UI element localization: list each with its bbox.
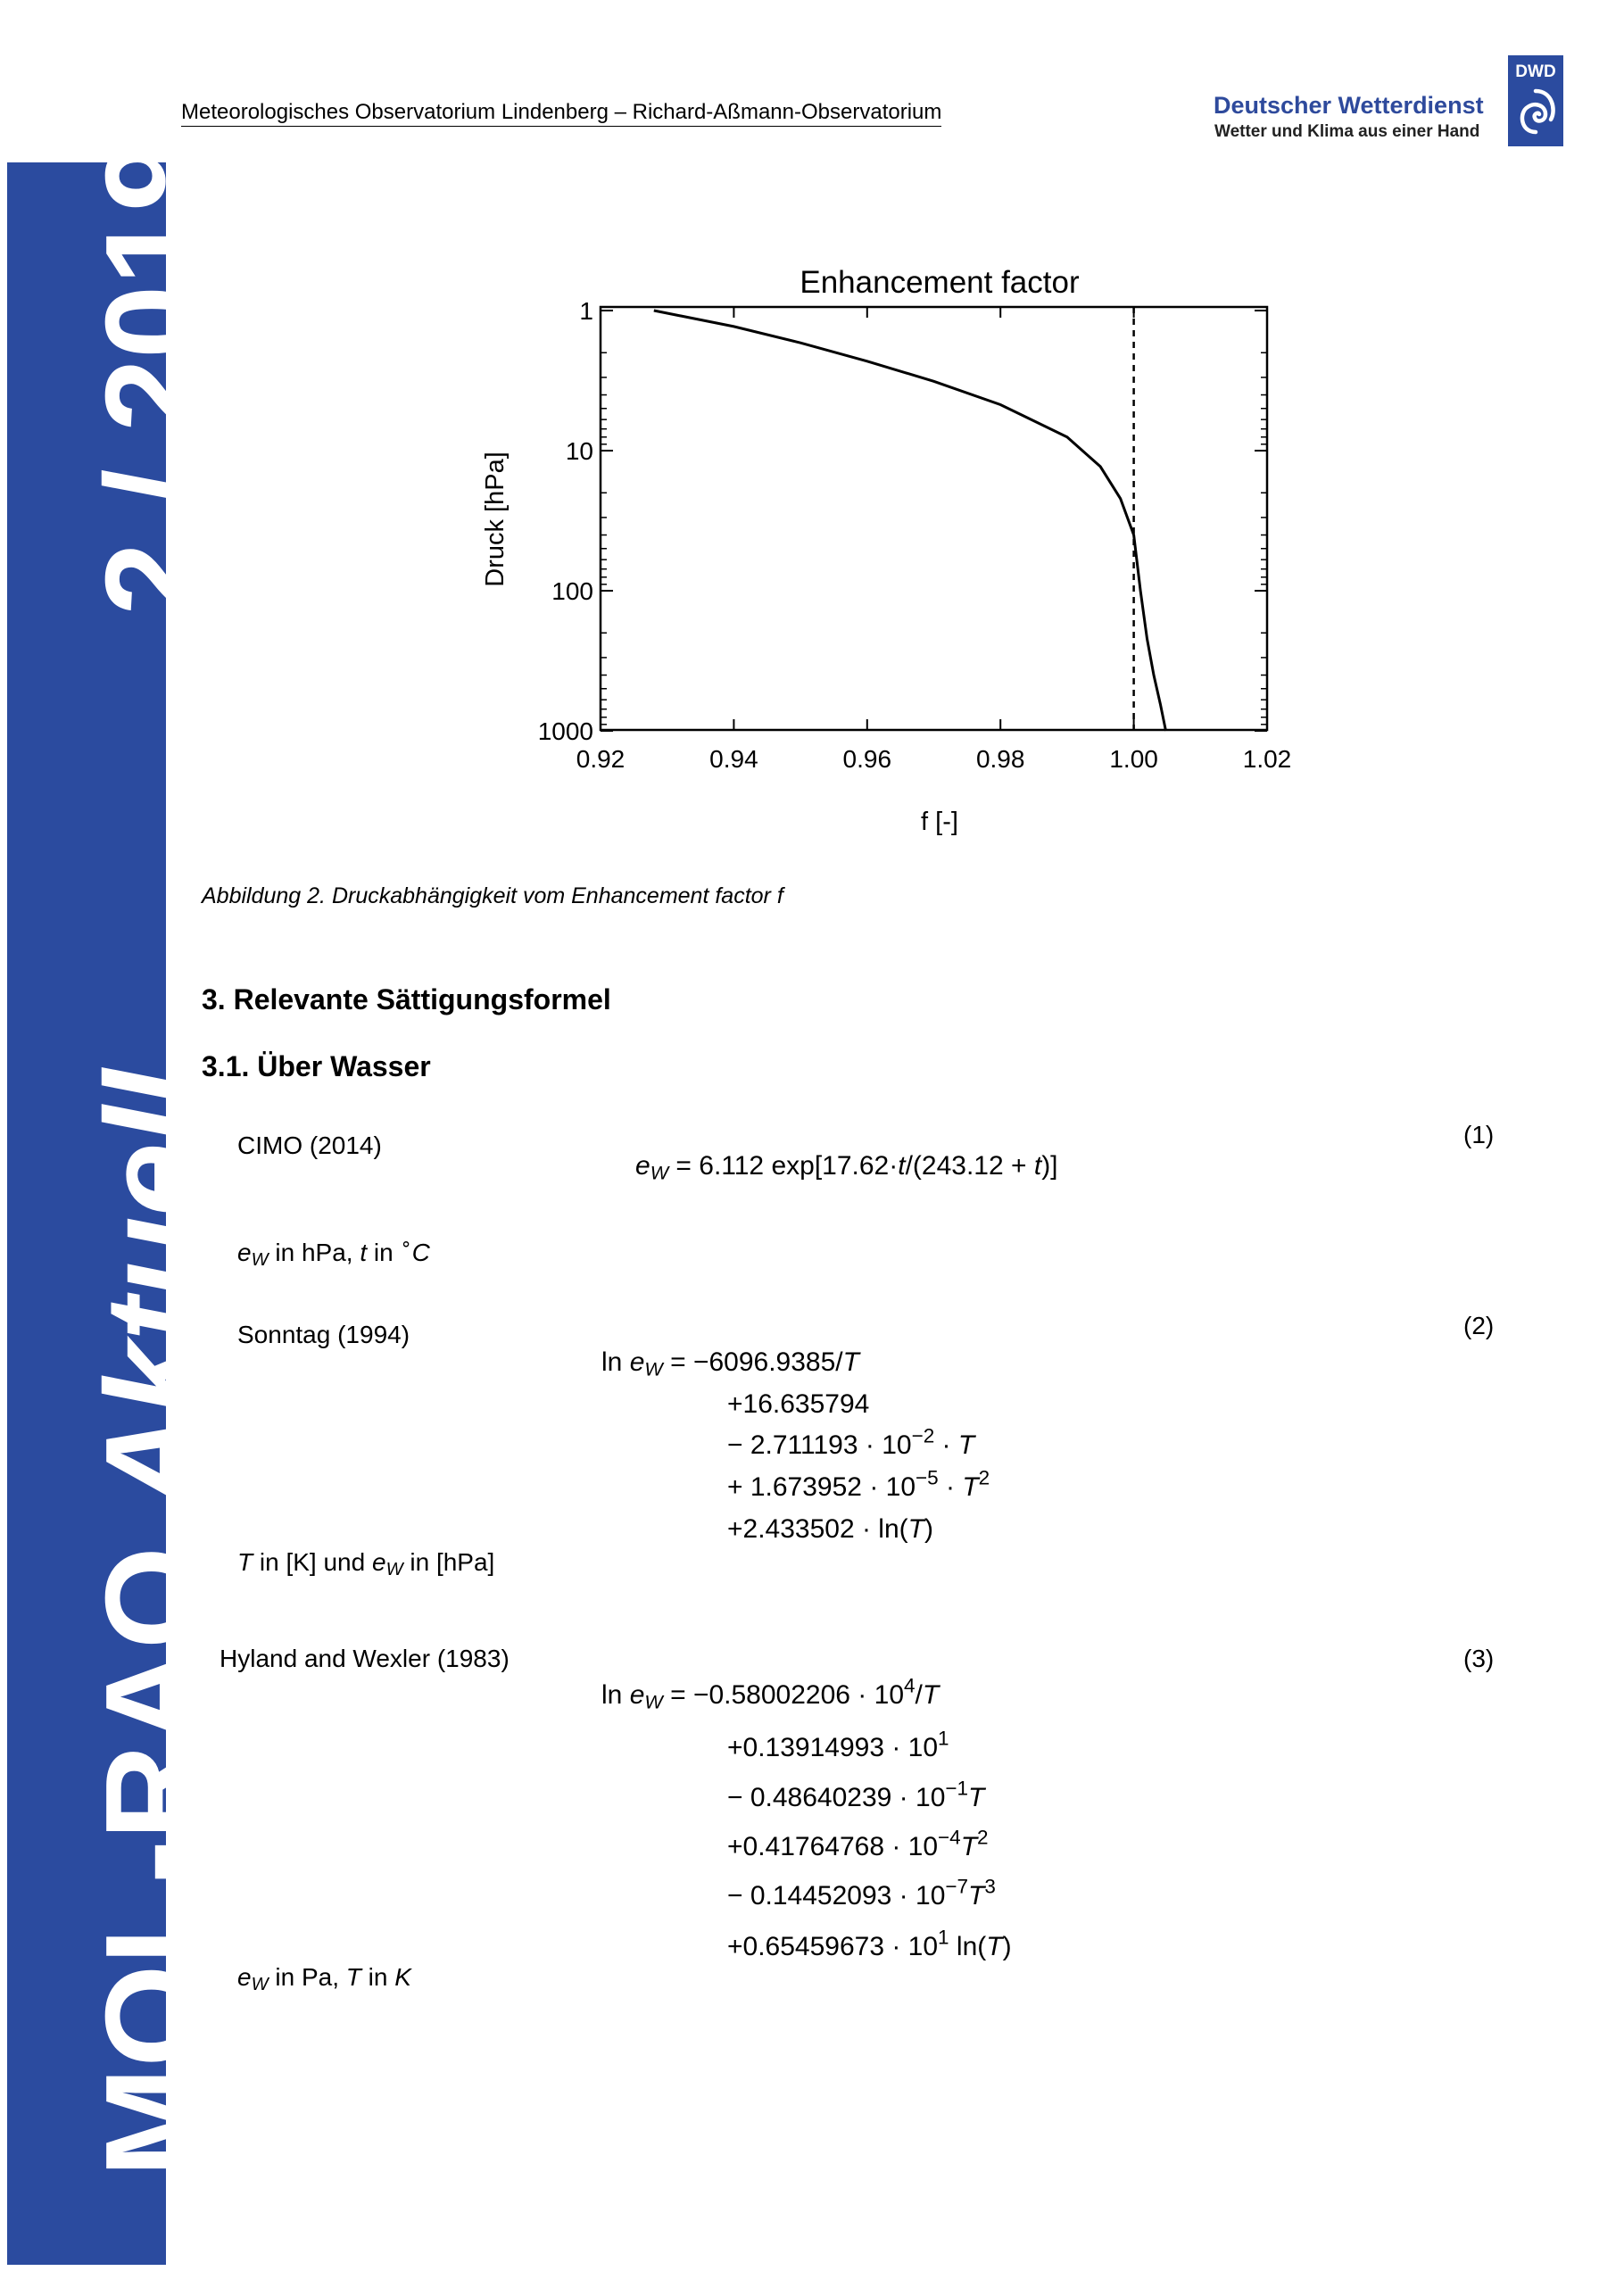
y-tick-label: 10 — [565, 437, 593, 465]
sidebar-title: MOL-RAO Aktuell — [79, 1069, 226, 2177]
x-tick-label: 1.02 — [1242, 745, 1292, 773]
formula-3-line-6: $+0.65459673 \cdot 10^1$ ln(T) — [727, 1926, 1012, 1961]
section-heading-3-1: 3.1. Über Wasser — [202, 1050, 431, 1082]
x-tick-label: 0.98 — [975, 745, 1025, 773]
formula-3-source: Hyland and Wexler (1983) — [220, 1645, 510, 1672]
sidebar-issue: 2 / 2019 — [79, 138, 226, 616]
dwd-tagline: Wetter und Klima aus einer Hand — [1214, 122, 1480, 141]
x-axis — [576, 307, 1292, 773]
formula-2-line-2: +16.635794 — [727, 1389, 870, 1419]
formula-2-source: Sonntag (1994) — [237, 1321, 410, 1348]
formula-3-line-3: − $0.48640239 \cdot 10^{-1}T$ — [727, 1777, 985, 1812]
chart-title: Enhancement factor — [800, 265, 1080, 300]
y-tick-label: 1 — [579, 297, 593, 325]
header-observatory: Meteorologisches Observatorium Lindenberg – Richard-Aßmann-Observatorium — [181, 100, 941, 127]
x-axis-label: f [-] — [921, 808, 958, 836]
formula-1-source: CIMO (2014) — [237, 1131, 382, 1159]
x-tick-label: 0.92 — [576, 745, 626, 773]
formula-2-units: T in [K] und $e_W$ in [hPa] — [237, 1548, 495, 1580]
x-tick-label: 0.94 — [709, 745, 758, 773]
formula-2-line-1: $\ln e_W = -6096.9385/T$ — [601, 1347, 859, 1380]
formula-3-line-5: − $0.14452093 \cdot 10^{-7}T^3$ — [727, 1875, 996, 1911]
formula-2-number: (2) — [1463, 1312, 1495, 1339]
series-line — [654, 311, 1166, 731]
formula-3-line-1: $\ln e_W = -0.58002206 \cdot 10^4/T$ — [601, 1674, 940, 1713]
formula-3-units: $e_W$ in Pa, T in K — [237, 1963, 411, 1995]
section-heading-3: 3. Relevante Sättigungsformel — [202, 983, 611, 1015]
formula-1-equation: $e_W = 6.112$ exp[17.62·t/(243.12 + t)] — [635, 1151, 1058, 1184]
dwd-logo-icon — [1508, 55, 1563, 146]
formula-3-line-2: $+0.13914993 \cdot 10^1$ — [727, 1727, 949, 1762]
formula-3-line-4: $+0.41764768 \cdot 10^{-4}T^2$ — [727, 1826, 989, 1861]
formula-1-number: (1) — [1463, 1121, 1495, 1148]
plot-frame — [601, 307, 1267, 730]
formula-2-line-4: + $1.673952 \cdot 10^{-5} \cdot T^2$ — [727, 1466, 990, 1502]
x-tick-label: 0.96 — [842, 745, 892, 773]
dwd-logo-text: DWD — [1515, 62, 1556, 81]
formula-2-line-3: − $2.711193 \cdot 10^{-2} \cdot T$ — [727, 1424, 975, 1460]
dwd-name: Deutscher Wetterdienst — [1214, 92, 1484, 119]
x-tick-label: 1.00 — [1109, 745, 1158, 773]
formula-3-number: (3) — [1463, 1645, 1495, 1672]
y-tick-label: 1000 — [537, 717, 593, 745]
y-axis — [538, 297, 1267, 745]
enhancement-factor-chart — [464, 250, 1321, 857]
figure-caption: Abbildung 2. Druckabhängigkeit vom Enhancement factor f — [202, 883, 783, 908]
formula-2-line-5: +2.433502 · ln(T) — [727, 1514, 933, 1544]
formula-1-units: $e_W$ in hPa, t in ∘C — [237, 1234, 430, 1271]
y-tick-label: 100 — [551, 577, 593, 605]
y-axis-label: Druck [hPa] — [481, 452, 510, 587]
